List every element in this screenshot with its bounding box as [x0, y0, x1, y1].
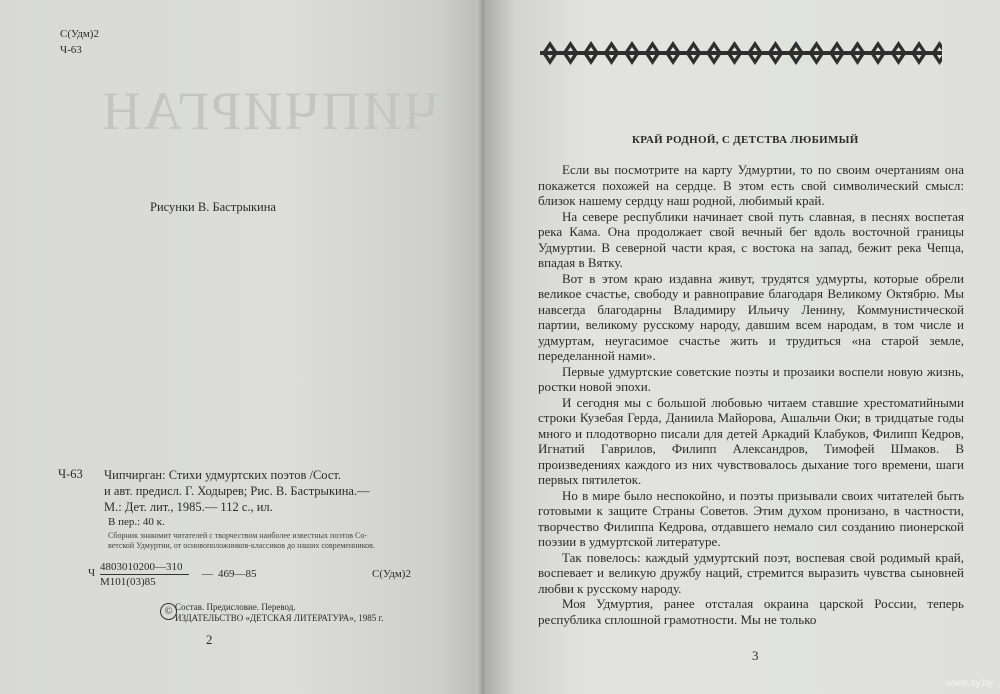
ornament-border: [540, 40, 942, 66]
copyright-line: Состав. Предисловие. Перевод.: [175, 602, 296, 612]
formula-dash: —: [202, 568, 213, 580]
catalog-line: М.: Дет. лит., 1985.— 112 с., ил.: [104, 500, 273, 514]
annotation-line: Сборник знакомит читателей с творчеством наиболее известных поэтов Со-: [108, 531, 368, 540]
class-code: С(Удм)2: [60, 28, 99, 40]
formula-denominator: М101(03)85: [100, 576, 156, 588]
paragraph: Вот в этом краю издавна живут, трудятся удмурты, которые обрели великое счастье, свободу и равноправие благодаря Великому Октябрю. Мы навсегда благодарны Владимиру Ильичу Ленину, Коммунистической партии, великому русскому народу, давшим всем народам, в том числе и удмуртам, неугасимое счастье жить и трудиться «на старой земле, переделанной нами».: [538, 270, 964, 363]
paragraph: Моя Удмуртия, ранее отсталая окраина царской России, теперь республика сплошной грамотности. Мы не только: [538, 596, 964, 627]
formula-numerator: 4803010200—310: [100, 560, 189, 575]
show-through-title: ЧИПЧИРГАН: [100, 81, 439, 141]
page-number: 3: [752, 648, 759, 663]
illustrations-credit: Рисунки В. Бастрыкина: [150, 200, 276, 214]
section-title: КРАЙ РОДНОЙ, С ДЕТСТВА ЛЮБИМЫЙ: [632, 134, 859, 146]
formula-class: С(Удм)2: [372, 568, 411, 580]
paragraph: Первые удмуртские советские поэты и прозаики воспели новую жизнь, ростки новой эпохи.: [538, 363, 964, 394]
catalog-index: Ч-63: [58, 467, 83, 481]
paragraph: Но в мире было неспокойно, и поэты призывали своих читателей быть готовыми к защите Страны Советов. Этим духом пронизано, в частности, творчество Филиппа Кедрова, отдавшего немало сил созданию пионерской поэзии в удмуртской литературе.: [538, 487, 964, 549]
catalog-entry: [104, 467, 370, 515]
paragraph: Так повелось: каждый удмуртский поэт, воспевая свой родимый край, воспевает и великую дружбу наций, стремится выразить чувства сыновней любви к русскому народу.: [538, 549, 964, 596]
formula-letter: Ч: [88, 567, 96, 579]
watermark: www.ay.by: [946, 678, 994, 689]
copyright-line: ИЗДАТЕЛЬСТВО «ДЕТСКАЯ ЛИТЕРАТУРА», 1985 г.: [175, 613, 384, 623]
annotation-line: ветской Удмуртии, от основоположников-классиков до наших современников.: [108, 541, 375, 550]
paragraph: Если вы посмотрите на карту Удмуртии, то по своим очертаниям она покажется похожей на сердце. В этом есть свой символический смысл: близок нашему сердцу наш родной, любимый край.: [538, 162, 964, 208]
price: В пер.: 40 к.: [108, 516, 165, 528]
annotation: [108, 531, 375, 551]
paragraph: И сегодня мы с большой любовью читаем ставшие хрестоматийными строки Кузебая Герда, Даниила Майорова, Ашальчи Оки; в тридцатые годы много и плодотворно писали для детей Аркадий Клабуков, Филипп Кедров, Игнатий Гаврилов, Филипп Александров, Тимофей Шмаков. В произведениях каждого из них чувствовалось дыхание того времени, шаги первых пятилеток.: [538, 394, 964, 487]
catalog-line: и авт. предисл. Г. Ходырев; Рис. В. Бастрыкина.—: [104, 484, 370, 498]
article-body: [538, 162, 964, 627]
catalog-line: Чипчирган: Стихи удмуртских поэтов /Сост.: [104, 468, 342, 482]
copyright-icon: ©: [160, 603, 177, 620]
bibliographic-formula: [100, 560, 189, 589]
paragraph: На севере республики начинает свой путь славная, в песнях воспетая река Кама. Она продолжает свой вечный бег вдоль восточной границы Удмуртии. В северной части края, с востока на запад, бежит река Чепца, впадая в Вятку.: [538, 208, 964, 270]
page-number: 2: [206, 632, 213, 647]
formula-tail: 469—85: [218, 568, 257, 580]
left-page: [0, 0, 484, 694]
copyright: [175, 602, 383, 624]
index-code: Ч-63: [60, 44, 82, 56]
